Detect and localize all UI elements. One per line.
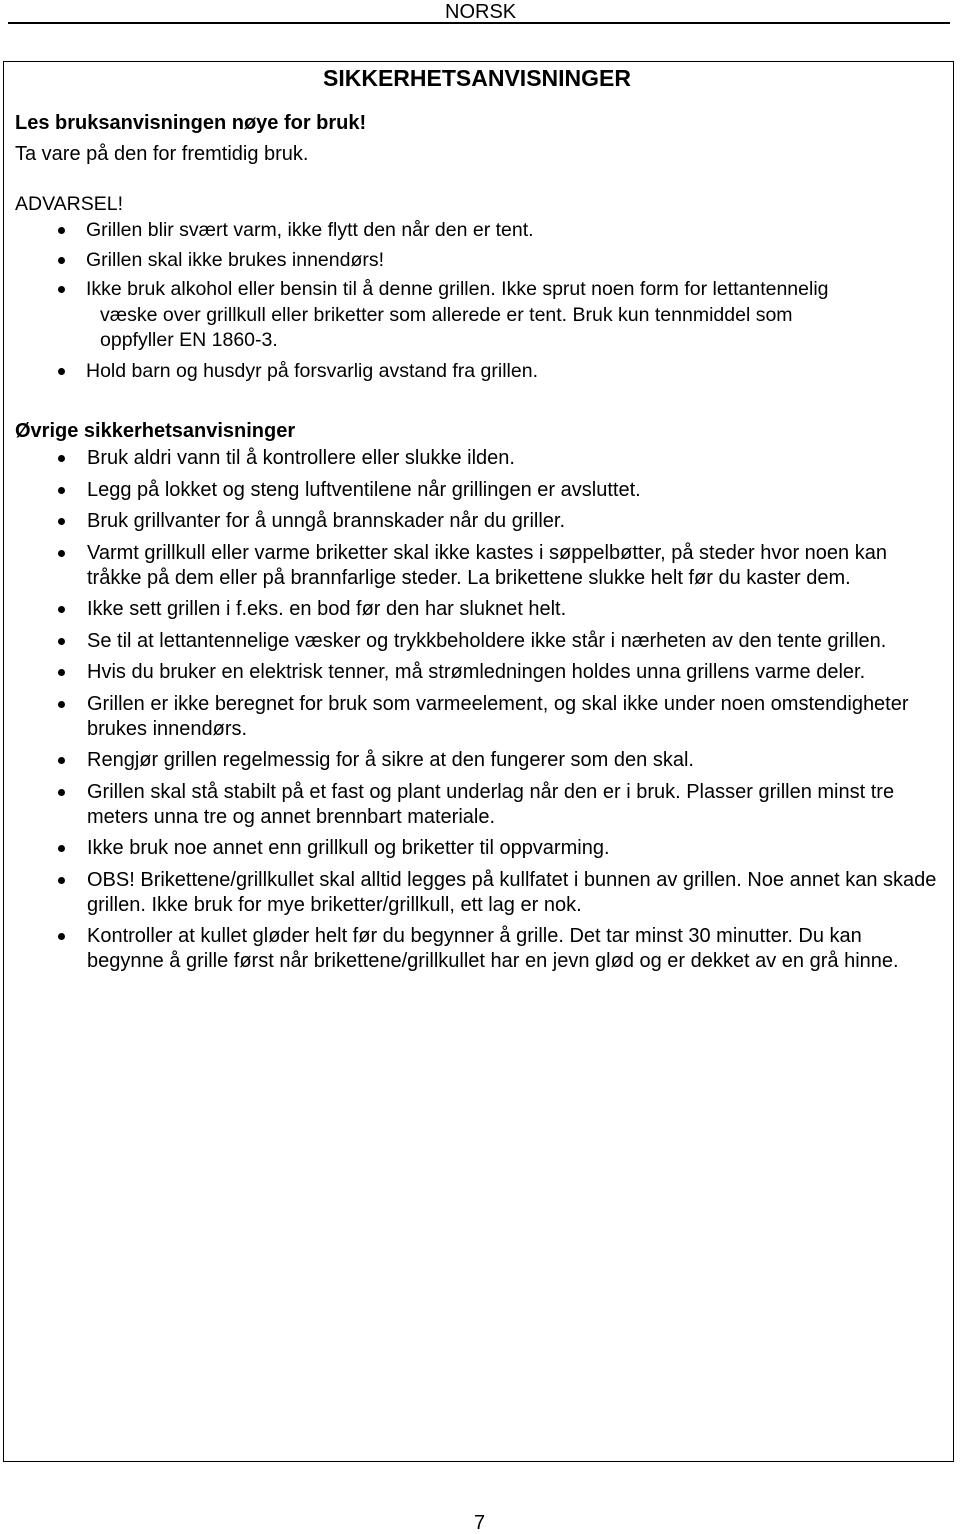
instruction-item [0, 692, 937, 742]
instruction-item [0, 541, 937, 591]
warning-item-text: Grillen skal ikke brukes innendørs! [86, 248, 385, 271]
warning-item [0, 277, 926, 354]
bullet-icon [58, 257, 65, 264]
bullet-icon [58, 227, 65, 234]
instruction-text: Varmt grillkull eller varme briketter skal ikke kastes i søppelbøtter, på steder hvor noen kan tråkke på dem eller på brannfarlige steder. La brikettene slukke helt før du kaster dem. [87, 541, 887, 589]
instruction-item [0, 924, 937, 974]
bullet-icon [58, 550, 65, 557]
instruction-text: Rengjør grillen regelmessig for å sikre at den fungerer som den skal. [87, 749, 694, 771]
warning-item [0, 218, 926, 244]
intro [15, 108, 366, 170]
instruction-text: Bruk aldri vann til å kontrollere eller slukke ilden. [87, 447, 515, 469]
bullet-icon [58, 518, 65, 525]
warning-list [0, 218, 940, 388]
instruction-text: OBS! Brikettene/grillkullet skal alltid legges på kullfatet i bunnen av grillen. Noe annet kan skade grillen. Ikke bruk for mye briketter/grillkull, ett lag er nok. [87, 868, 937, 916]
header-rule [8, 22, 950, 24]
bullet-icon [58, 487, 65, 494]
warning-item-text: Hold barn og husdyr på forsvarlig avstand fra grillen. [86, 359, 538, 382]
instruction-text: Legg på lokket og steng luftventilene når grillingen er avsluttet. [87, 478, 641, 501]
instruction-text: Grillen er ikke beregnet for bruk som varmeelement, og skal ikke under noen omstendigheter brukes innendørs. [87, 692, 909, 740]
instruction-item [0, 478, 937, 503]
warning-item [0, 248, 926, 274]
instruction-text: Kontroller at kullet gløder helt før du begynner å grille. Det tar minst 30 minutter. Du kan begynne å grille først når brikettene/grillkullet har en jevn glød og er dekket av en grå hinne. [87, 925, 899, 972]
instruction-item [0, 748, 937, 773]
instruction-item [0, 629, 937, 654]
bullet-icon [58, 455, 65, 462]
bullet-icon [58, 789, 65, 796]
instruction-item [0, 780, 937, 830]
bullet-icon [58, 877, 65, 884]
bullet-icon [58, 757, 65, 764]
bullet-icon [58, 368, 65, 375]
intro-line-1: Les bruksanvisningen nøye for bruk! [15, 112, 367, 134]
instruction-item [0, 868, 937, 918]
instruction-item [0, 597, 937, 622]
bullet-icon [58, 845, 65, 852]
warning-item [0, 359, 926, 385]
instruction-item [0, 509, 937, 534]
instruction-text: Ikke sett grillen i f.eks. en bod før den har sluknet helt. [87, 598, 567, 620]
bullet-icon [58, 638, 65, 645]
warning-item-text: Grillen blir svært varm, ikke flytt den når den er tent. [86, 219, 534, 241]
warning-heading: ADVARSEL! [15, 193, 124, 215]
warning-item-text: Ikke bruk alkohol eller bensin til å denne grillen. Ikke sprut noen form for lettantennelig [86, 278, 829, 300]
bullet-icon [58, 606, 65, 613]
instruction-text: Grillen skal stå stabilt på et fast og plant underlag når den er i bruk. Plasser grillen minst tre meters unna tre og annet brennbart materiale. [87, 780, 895, 828]
page-number: 7 [474, 1512, 486, 1534]
bullet-icon [58, 669, 65, 676]
warning-item-continuation: væske over grillkull eller briketter som allerede er tent. Bruk kun tennmiddel som [100, 303, 793, 326]
page-title: SIKKERHETSANVISNINGER [323, 65, 631, 91]
instruction-text: Hvis du bruker en elektrisk tenner, må strømledningen holdes unna grillens varme deler. [87, 661, 866, 683]
bullet-icon [58, 701, 65, 708]
intro-line-2: Ta vare på den for fremtidig bruk. [15, 143, 309, 165]
header-language: NORSK [445, 1, 517, 23]
bullet-icon [58, 286, 65, 293]
other-instructions-heading: Øvrige sikkerhetsanvisninger [15, 420, 296, 442]
instruction-item [0, 836, 937, 861]
other-instructions-list [0, 446, 950, 981]
instruction-item [0, 660, 937, 685]
warning-item-continuation: oppfyller EN 1860-3. [100, 329, 278, 351]
instruction-text: Se til at lettantennelige væsker og trykkbeholdere ikke står i nærheten av den tente grillen. [87, 629, 887, 652]
instruction-text: Bruk grillvanter for å unngå brannskader når du griller. [87, 510, 566, 532]
instruction-text: Ikke bruk noe annet enn grillkull og briketter til oppvarming. [87, 837, 610, 859]
instruction-item [0, 446, 937, 471]
bullet-icon [58, 933, 65, 940]
